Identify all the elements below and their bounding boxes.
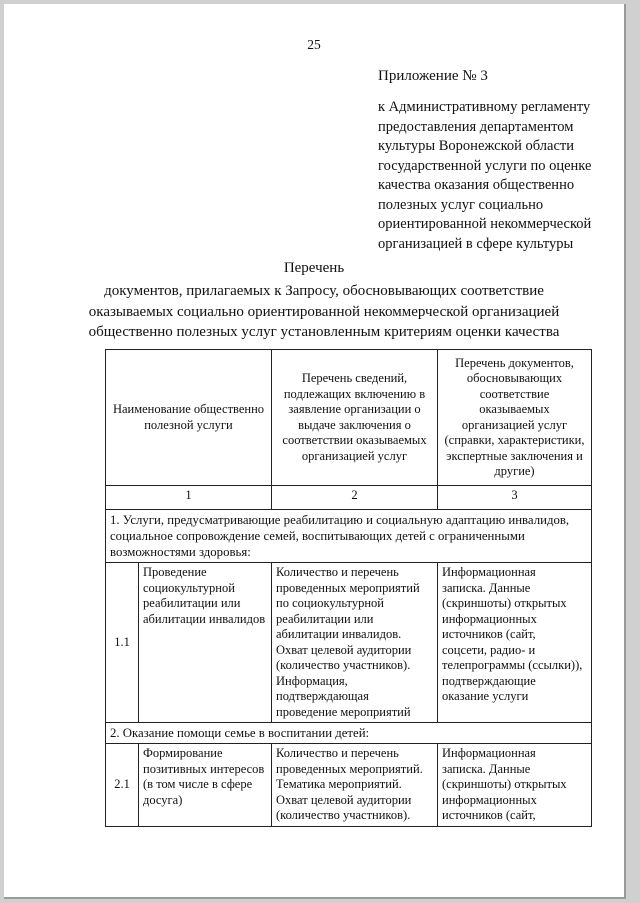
document-subtitle	[64, 281, 584, 343]
appendix-text	[378, 98, 628, 254]
section-row	[106, 723, 592, 744]
column-number: 2	[272, 486, 438, 510]
column-number-row	[106, 486, 592, 510]
section-title: 1. Услуги, предусматривающие реабилитацию и социальную адаптацию инвалидов, социальное сопровождение семей, воспитывающих детей с ограниченными возможностями здоровья:	[106, 510, 592, 563]
table-row	[106, 563, 592, 723]
header-service-name: Наименование общественно полезной услуги	[106, 350, 272, 486]
table-row	[106, 744, 592, 827]
header-application-info: Перечень сведений, подлежащих включению в заявление организации о выдаче заключения о соответствии оказываемых организацией услуг	[272, 350, 438, 486]
page-number: 25	[307, 37, 321, 52]
subtitle-line: общественно полезных услуг установленным критериям оценки качества	[88, 324, 560, 340]
appendix-block	[378, 68, 628, 254]
table-header-row	[106, 350, 592, 486]
appendix-line: государственной услуги по оценке	[378, 157, 592, 174]
section-title: 2. Оказание помощи семье в воспитании детей:	[106, 723, 592, 744]
subtitle-line: оказываемых социально ориентированной некоммерческой организацией	[88, 303, 560, 320]
documents-table	[105, 349, 592, 827]
supporting-documents-cell: Информационная записка. Данные (скриншоты) открытых информационных источников (сайт, соцсети, радио- и телепрограммы (ссылки)), подтверждающие оказание услуги	[438, 563, 592, 723]
column-number: 1	[106, 486, 272, 510]
document-title: Перечень	[283, 260, 345, 276]
column-number: 3	[438, 486, 592, 510]
section-row	[106, 510, 592, 563]
appendix-line: к Административному регламенту	[378, 99, 591, 115]
appendix-line: организацией в сфере культуры	[378, 235, 574, 252]
document-page	[4, 4, 626, 899]
appendix-line: предоставления департаментом	[378, 118, 574, 135]
service-name-cell: Формирование позитивных интересов (в том числе в сфере досуга)	[139, 744, 272, 827]
supporting-documents-cell: Информационная записка. Данные (скриншоты) открытых информационных источников (сайт,	[438, 744, 592, 827]
appendix-title: Приложение № 3	[378, 68, 488, 84]
application-info-cell: Количество и перечень проведенных мероприятий. Тематика мероприятий. Охват целевой аудитории (количество участников).	[272, 744, 438, 827]
header-supporting-documents: Перечень документов, обосновывающих соответствие оказываемых организацией услуг (справки, характеристики, экспертные заключения и другие)	[438, 350, 592, 486]
appendix-line: ориентированной некоммерческой	[378, 216, 592, 232]
appendix-line: полезных услуг социально	[378, 196, 544, 213]
application-info-cell: Количество и перечень проведенных мероприятий по социокультурной реабилитации или абилитации инвалидов. Охват целевой аудитории (количество участников). Информация, подтверждающая проведение мероприятий	[272, 563, 438, 723]
subtitle-line: документов, прилагаемых к Запросу, обосновывающих соответствие	[104, 283, 544, 299]
row-code: 2.1	[106, 744, 139, 827]
appendix-line: культуры Воронежской области	[378, 138, 574, 154]
row-code: 1.1	[106, 563, 139, 723]
service-name-cell: Проведение социокультурной реабилитации или абилитации инвалидов	[139, 563, 272, 723]
appendix-line: качества оказания общественно	[378, 177, 575, 193]
